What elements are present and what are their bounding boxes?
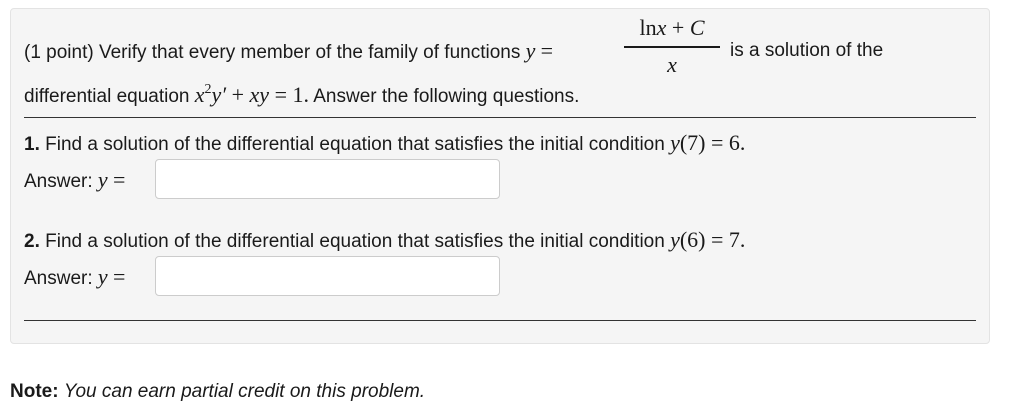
- answer-1-input[interactable]: [155, 159, 500, 199]
- note: [10, 380, 425, 404]
- answer-2-input[interactable]: [155, 256, 500, 296]
- intro-text: Verify that every member of the family of functions: [98, 42, 521, 63]
- fraction-bar: [624, 46, 720, 48]
- note-label: Note:: [10, 381, 59, 402]
- intro-line-1: [24, 39, 553, 65]
- question-1-text: Find a solution of the differential equation that satisfies the initial condition: [45, 134, 665, 155]
- note-text: You can earn partial credit on this problem.: [63, 381, 426, 402]
- line2-suffix: Answer the following questions.: [313, 86, 580, 107]
- answer-2-label: Answer: y =: [24, 264, 126, 289]
- fraction-denominator: x: [667, 51, 677, 77]
- question-2-text: Find a solution of the differential equation that satisfies the initial condition: [45, 231, 665, 252]
- question-2-number: 2.: [24, 231, 40, 252]
- question-2: [24, 228, 745, 254]
- question-1-number: 1.: [24, 134, 40, 155]
- question-2-condition: y(6) = 7.: [670, 227, 746, 252]
- intro-line-2: [24, 83, 579, 109]
- line2-prefix: differential equation: [24, 86, 190, 107]
- point-label: (1 point): [24, 42, 94, 63]
- func-var: y: [525, 38, 536, 63]
- question-1: [24, 131, 745, 157]
- differential-equation: $x^2y'$ + xy = 1.: [194, 82, 309, 107]
- divider-top: [24, 117, 976, 118]
- intro-text-after: is a solution of the: [730, 40, 884, 61]
- answer-1-label: Answer: y =: [24, 167, 126, 192]
- func-equals: =: [540, 38, 554, 63]
- family-fraction: [624, 14, 720, 78]
- divider-bottom: [24, 320, 976, 321]
- fraction-numerator: lnx + C: [639, 15, 705, 40]
- question-1-condition: y(7) = 6.: [670, 130, 746, 155]
